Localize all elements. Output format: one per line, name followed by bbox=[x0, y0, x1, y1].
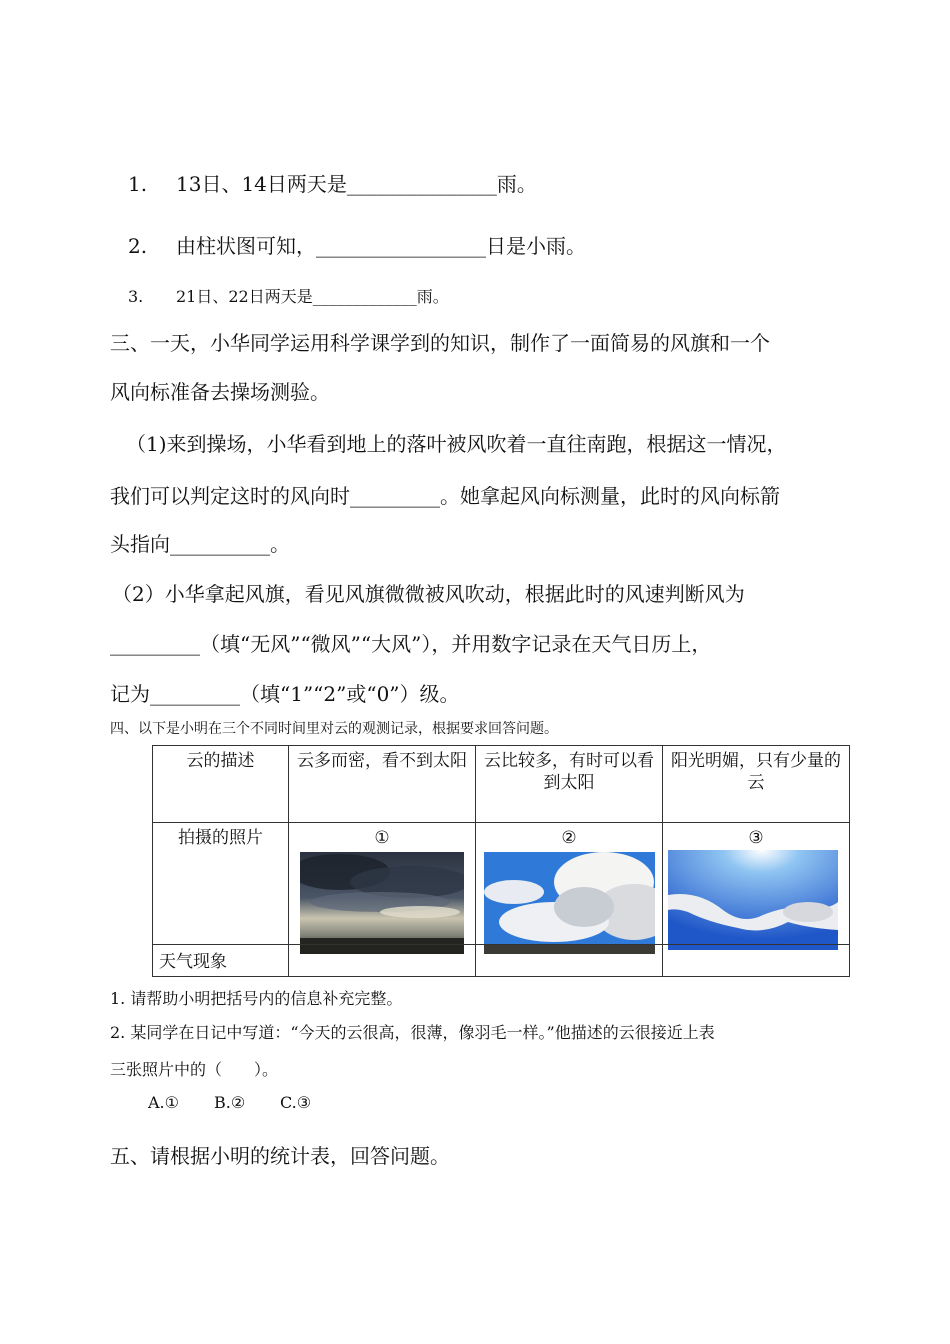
option-c[interactable]: C.③ bbox=[280, 1093, 312, 1112]
question-text-end: 雨。 bbox=[416, 287, 449, 306]
part3-q1-line3: 头指向__________。 bbox=[110, 532, 290, 556]
option-b[interactable]: B.② bbox=[214, 1093, 246, 1112]
answer-blank[interactable]: _____________ bbox=[312, 287, 417, 306]
photo-mark-2: ② bbox=[561, 828, 577, 848]
table-weather-row-line bbox=[152, 944, 849, 945]
part4-intro: 四、以下是小明在三个不同时间里对云的观测记录，根据要求回答问题。 bbox=[110, 721, 558, 737]
description-cell-2: 云比较多，有时可以看到太阳 bbox=[476, 746, 663, 823]
question-number: 3. bbox=[128, 287, 144, 306]
photo-mark-3: ③ bbox=[748, 828, 764, 848]
question-text-end: 雨。 bbox=[496, 172, 537, 196]
part3-intro-line1: 三、一天，小华同学运用科学课学到的知识，制作了一面简易的风旗和一个 bbox=[110, 331, 770, 355]
question-3 bbox=[128, 284, 449, 307]
question-text: 13日、14日两天是 bbox=[176, 172, 347, 196]
answer-options bbox=[148, 1093, 311, 1112]
part3-q1-line2: 我们可以判定这时的风向时_________。她拿起风向标测量，此时的风向标箭 bbox=[110, 484, 780, 508]
question-text: 由柱状图可知， bbox=[176, 234, 316, 258]
part4-q2-line2: 三张照片中的（ ）。 bbox=[110, 1060, 279, 1079]
row-header-description: 云的描述 bbox=[153, 746, 289, 823]
row-header-photo: 拍摄的照片 天气现象 bbox=[153, 823, 289, 977]
question-number: 1. bbox=[128, 172, 148, 196]
part3-q1-line1: （1)来到操场，小华看到地上的落叶被风吹着一直往南跑，根据这一情况， bbox=[126, 432, 787, 456]
cloud-photo-dense bbox=[300, 852, 464, 954]
photo-mark-1: ① bbox=[374, 828, 390, 848]
part3-q2-line1: （2）小华拿起风旗，看见风旗微微被风吹动，根据此时的风速判断风为 bbox=[112, 582, 745, 606]
answer-blank[interactable]: _______________ bbox=[346, 172, 497, 196]
part3-q2-line3: 记为_________（填“1”“2”或“0”）级。 bbox=[110, 682, 460, 706]
question-text-end: 日是小雨。 bbox=[486, 234, 586, 258]
table-row-description bbox=[153, 746, 850, 823]
cloud-photo-sunny bbox=[668, 850, 838, 950]
cloud-photo-cumulus bbox=[484, 852, 655, 954]
question-2 bbox=[128, 230, 586, 259]
part4-q2-line1: 2. 某同学在日记中写道：“今天的云很高，很薄，像羽毛一样。”他描述的云很接近上表 bbox=[110, 1023, 715, 1042]
part5-intro: 五、请根据小明的统计表，回答问题。 bbox=[110, 1144, 450, 1168]
question-text: 21日、22日两天是 bbox=[176, 287, 313, 306]
part4-q1: 1. 请帮助小明把括号内的信息补充完整。 bbox=[110, 989, 403, 1008]
question-1 bbox=[128, 168, 537, 197]
question-number: 2. bbox=[128, 234, 148, 258]
part3-intro-line2: 风向标准备去操场测验。 bbox=[110, 380, 330, 404]
description-cell-3: 阳光明媚，只有少量的云 bbox=[663, 746, 850, 823]
part3-q2-line2: _________（填“无风”“微风”“大风”），并用数字记录在天气日历上， bbox=[110, 632, 712, 656]
answer-blank[interactable]: _________________ bbox=[316, 234, 486, 258]
description-cell-1: 云多而密，看不到太阳 bbox=[289, 746, 476, 823]
row-header-weather: 天气现象 bbox=[159, 952, 227, 972]
option-a[interactable]: A.① bbox=[148, 1093, 179, 1112]
